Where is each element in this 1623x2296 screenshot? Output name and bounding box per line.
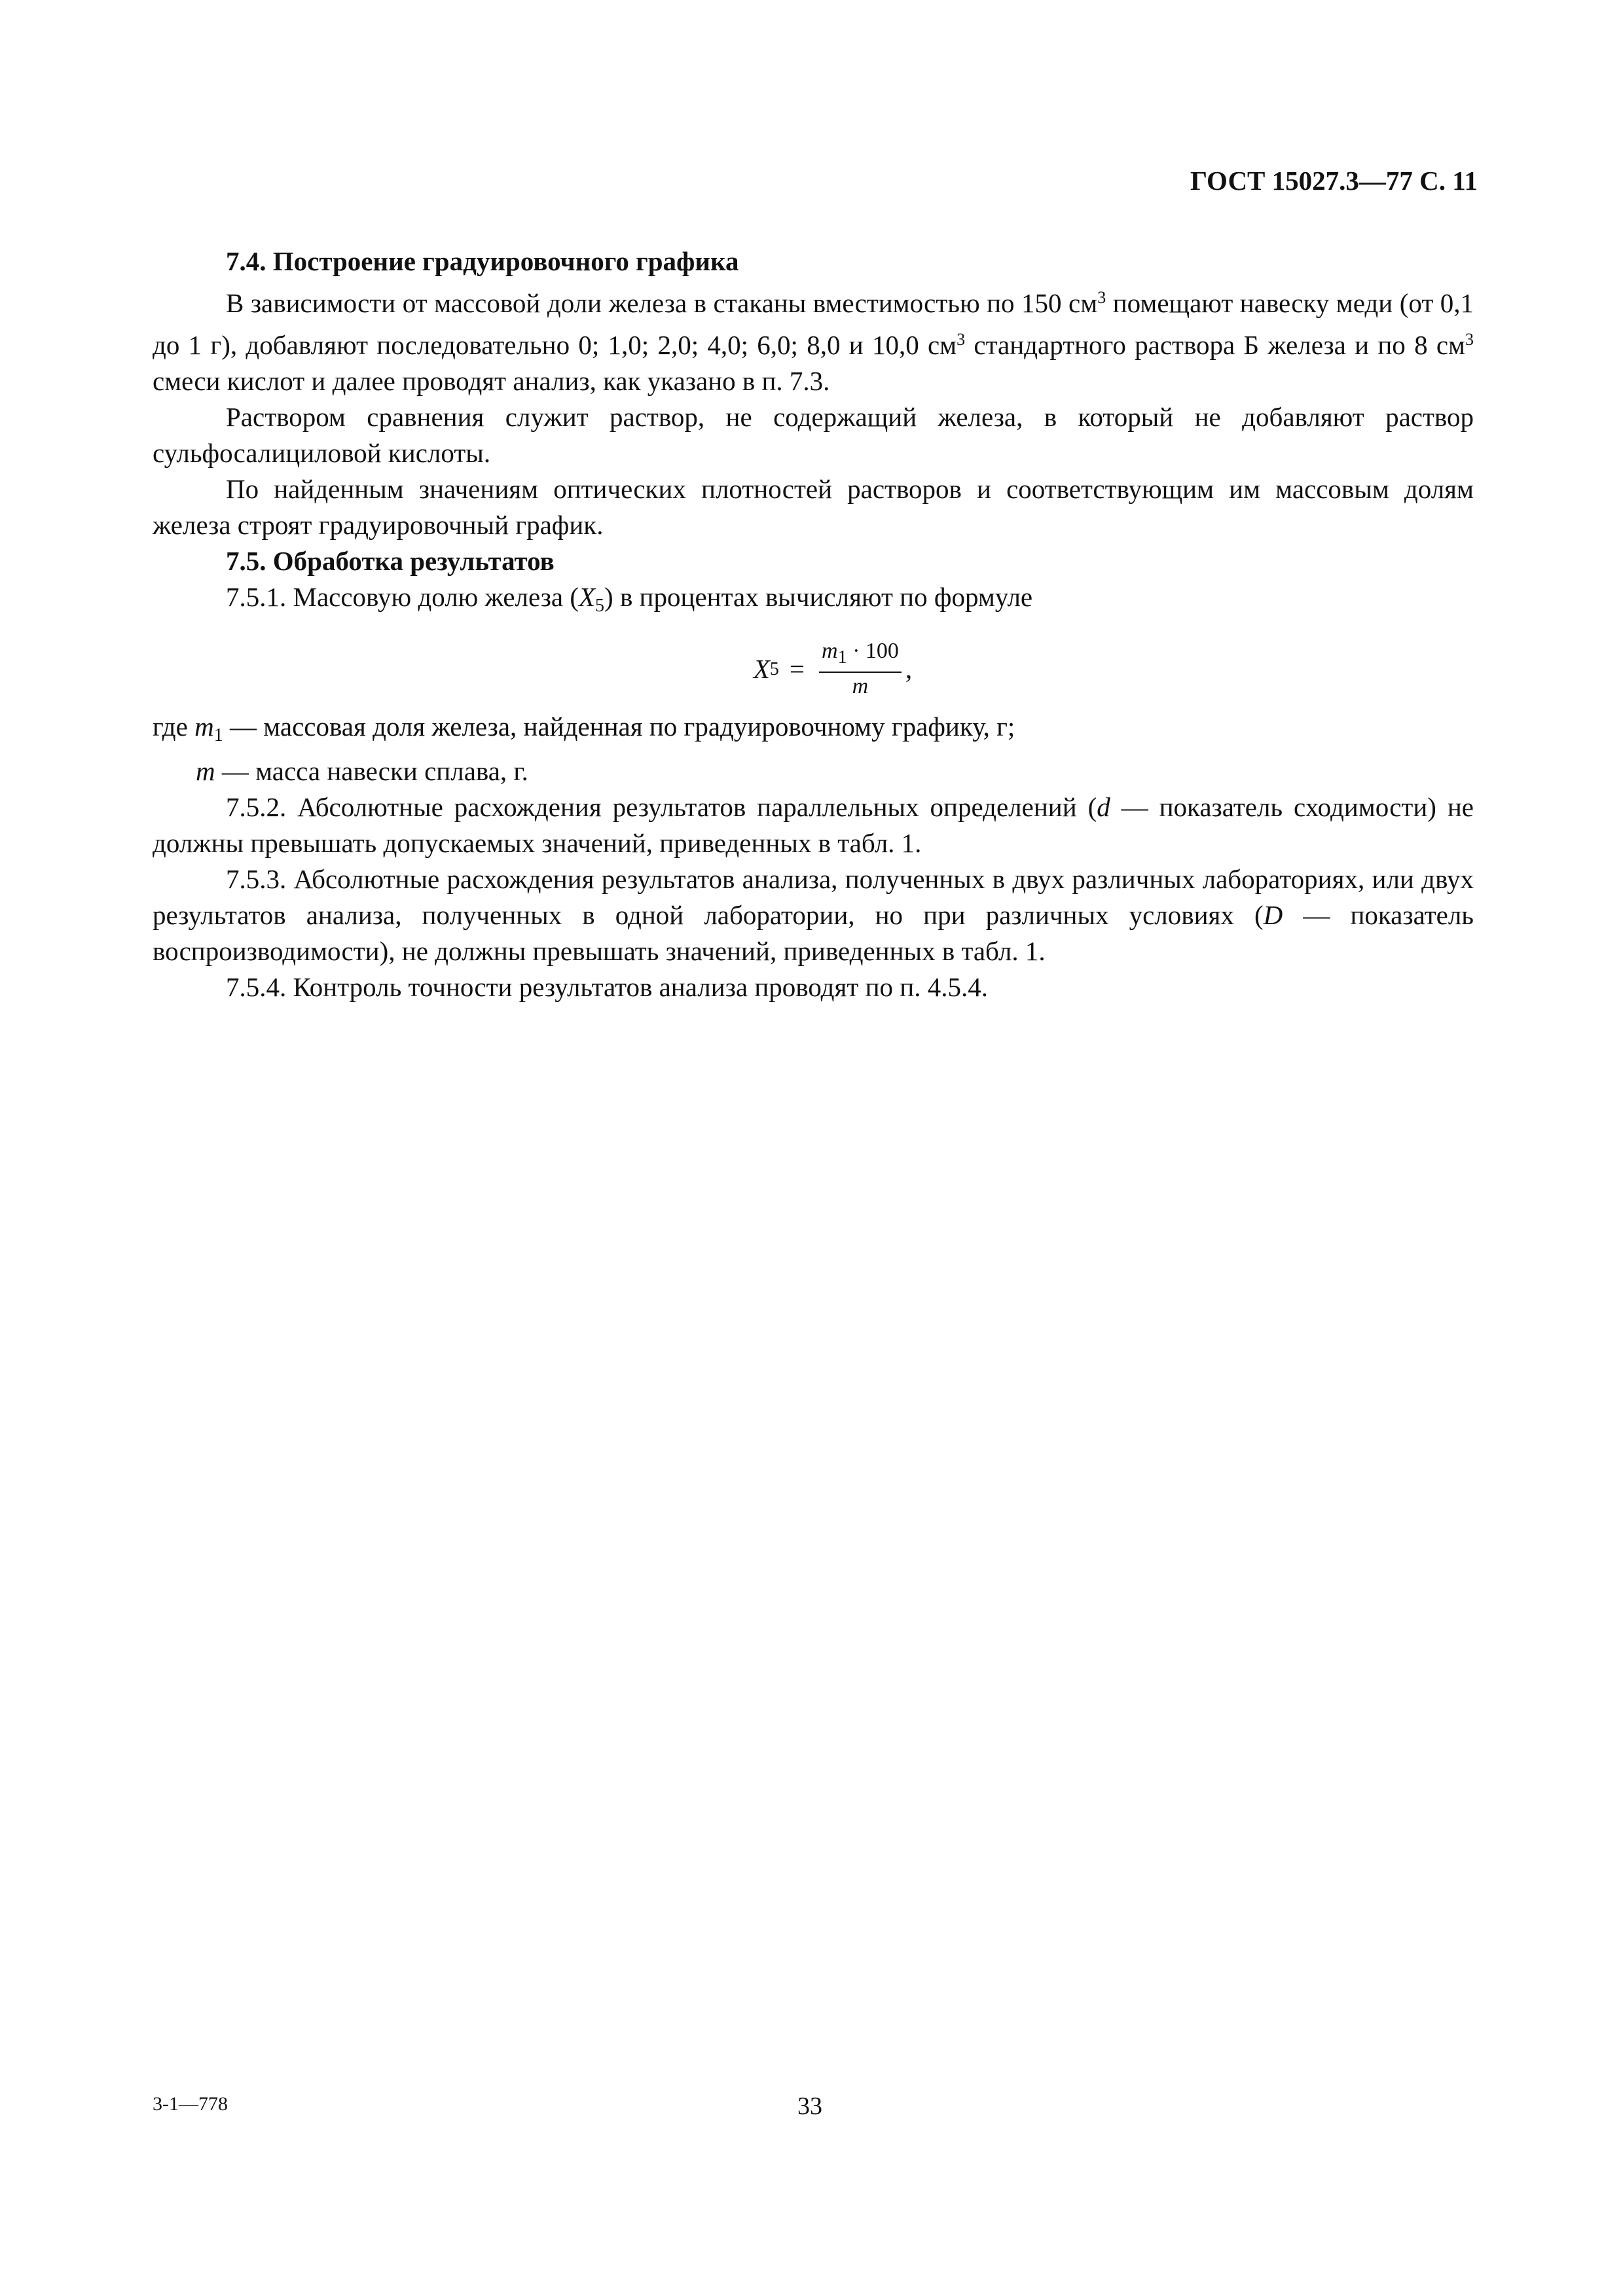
section-7-5-heading: 7.5. Обработка результатов — [226, 546, 555, 576]
document-body — [153, 243, 1474, 1005]
page-number: 33 — [797, 2092, 822, 2120]
page-header: ГОСТ 15027.3—77 С. 11 — [1190, 166, 1478, 196]
section-7-4-paragraph-1: В зависимости от массовой доли железа в стаканы вместимостью по 150 $см^3$ помещают навеску меди (от 0,1 до 1 г), добавляют последовательно 0; 1,0; 2,0; 4,0; 6,0; 8,0 и 10,0 $см^3$ стандартного раствора Б железа и по 8 $см^3$ смеси кислот и далее проводят анализ, как указано в п. 7.3. — [153, 288, 1474, 396]
clause-7-5-4: 7.5.4. Контроль точности результатов анализа проводят по п. 4.5.4. — [226, 972, 988, 1002]
definition-m: m — масса навески сплава, г. — [196, 756, 528, 786]
clause-7-5-1: 7.5.1. Массовую долю железа $(X_5)$ в процентах вычисляют по формуле — [226, 582, 1033, 616]
clause-7-5-2: 7.5.2. Абсолютные расхождения результатов параллельных определений (d — показатель сходимости) не должны превышать допускаемых значений, приведенных в табл. 1. — [153, 792, 1474, 858]
section-7-4-paragraph-2: Раствором сравнения служит раствор, не содержащий железа, в который не добавляют раствор сульфосалициловой кислоты. — [153, 402, 1474, 468]
formula-fraction — [819, 637, 902, 700]
formula-denominator: m — [852, 674, 869, 698]
definition-m1: где $m_1$ — массовая доля железа, найденная по градуировочному графику, г; — [153, 711, 1015, 745]
formula-x5 — [153, 633, 1474, 705]
formula-equals: = — [789, 653, 805, 684]
footer-print-code: 3-1—778 — [153, 2093, 228, 2115]
clause-7-5-3: 7.5.3. Абсолютные расхождения результатов анализа, полученных в двух различных лабораториях, или двух результатов анализа, полученных в одной лаборатории, но при различных условиях (D — показатель воспроизводимости), не должны превышать значений, приведенных в табл. 1. — [153, 864, 1474, 966]
section-7-4-heading: 7.4. Построение градуировочного графика — [226, 246, 739, 276]
formula-numerator: $m_1 \cdot 100$ — [819, 637, 902, 673]
formula-lhs-subscript: 5 — [769, 658, 779, 679]
formula-comma: , — [905, 653, 913, 684]
section-7-4-paragraph-3: По найденным значениям оптических плотностей растворов и соответствующим им массовым долям железа строят градуировочный график. — [153, 474, 1474, 540]
formula-lhs: X — [753, 653, 770, 684]
